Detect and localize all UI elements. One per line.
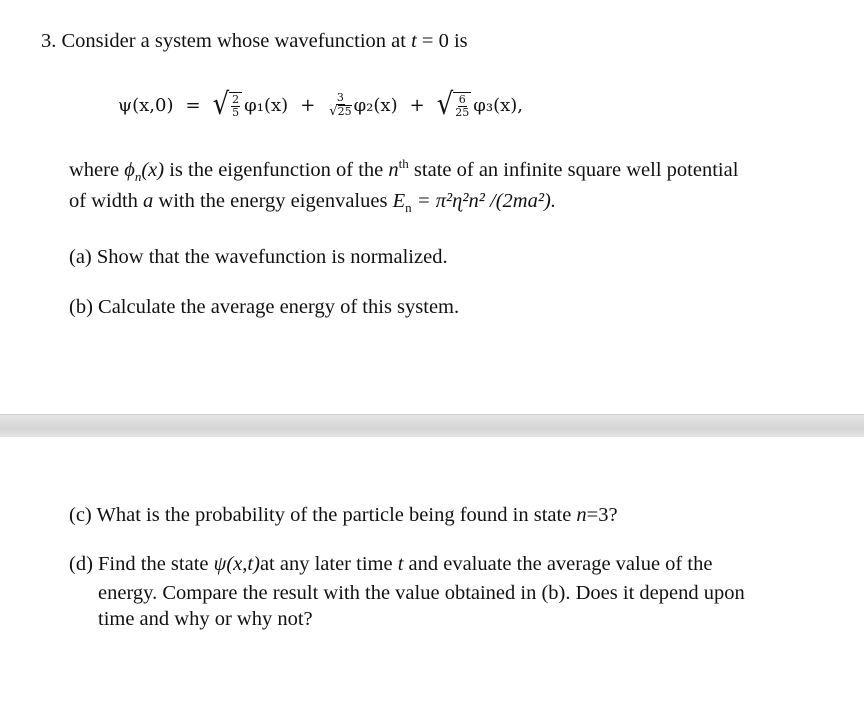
intro-eq: = 0 is [416,30,468,52]
wavefunction-equation [118,84,523,126]
part-d-line-3: time and why or why not? [98,608,313,630]
eq-lhs: ψ(x,0) [118,94,174,116]
part-b: (b) Calculate the average energy of this system. [69,296,460,318]
psi-xt: ψ(x,t) [213,553,260,575]
part-a: (a) Show that the wavefunction is normalized. [69,246,448,268]
energy-symbol: E [392,190,406,212]
page-separator [0,414,864,439]
eq-phi1: φ₁(x) [244,94,289,116]
page-bottom [0,437,864,719]
sqrt-term-3: √ $\frac{6}{25}$ [436,87,470,123]
part-c: (c) What is the probability of the particle being found in state n=3? [69,504,618,526]
problem-number: 3. [41,30,57,52]
sqrt-term-1: √ $\frac{2}{5}$ [213,92,243,119]
eq-phi2: φ₂(x) [353,94,398,116]
intro-text: Consider a system whose wavefunction at [61,30,406,52]
eq-plus-2: + [409,94,425,116]
phi-symbol: ϕ [124,159,135,181]
energy-formula: = π²ɳ²n² /(2ma²). [416,190,556,212]
part-d-line-1: (d) Find the state ψ(x,t)at any later time t and evaluate the average value of the [69,553,713,575]
where-line-2: of width a with the energy eigenvalues $E_n$ = π²ɳ²n² /(2ma²). [69,190,556,216]
problem-intro [41,28,468,54]
where-line-1: where $\phi_n(x)$ is the eigenfunction of the $n^{th}$ state of an infinite square well potential [69,156,739,185]
eq-plus-1: + [300,94,316,116]
part-d-line-2: energy. Compare the result with the value obtained in (b). Does it depend upon [98,582,745,604]
eq-equals: = [185,94,201,116]
intro-var: t [411,30,417,52]
eq-phi3: φ₃(x), [473,94,524,116]
frac-term-2: 3 √ 25 [329,91,352,119]
